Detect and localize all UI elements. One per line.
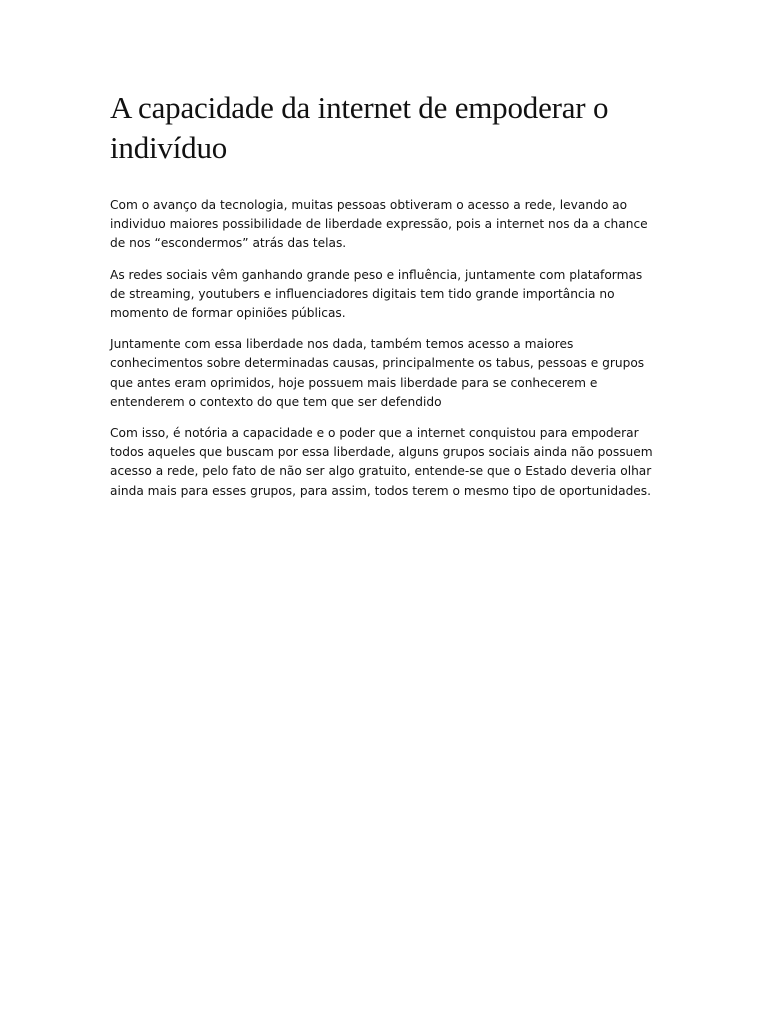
paragraph-3: Juntamente com essa liberdade nos dada, também temos acesso a maiores conhecimentos sobre determinadas causas, principalmente os tabus, pessoas e grupos que antes eram oprimidos, hoje possuem mais liberdade para se conhecerem e entenderem o contexto do que tem que ser defendido — [110, 337, 645, 409]
paragraph-1: Com o avanço da tecnologia, muitas pessoas obtiveram o acesso a rede, levando ao individuo maiores possibilidade de liberdade expressão, pois a internet nos da a chance de nos “escondermos” atrás das telas. — [110, 198, 648, 251]
paragraph-2: As redes sociais vêm ganhando grande peso e influência, juntamente com plataformas de streaming, youtubers e influenciadores digitais tem tido grande importância no momento de formar opiniões públicas. — [110, 267, 643, 321]
paragraph-4: Com isso, é notória a capacidade e o poder que a internet conquistou para empoderar todos aqueles que buscam por essa liberdade, alguns grupos sociais ainda não possuem acesso a rede, pelo fato de não ser algo gratuito, entende-se que o Estado deveria olhar ainda mais para esses grupos, para assim, todos terem o mesmo tipo de oportunidades. — [110, 426, 653, 498]
document-title: A capacidade da internet de empoderar o indivíduo — [110, 90, 609, 165]
document-content — [110, 88, 660, 513]
